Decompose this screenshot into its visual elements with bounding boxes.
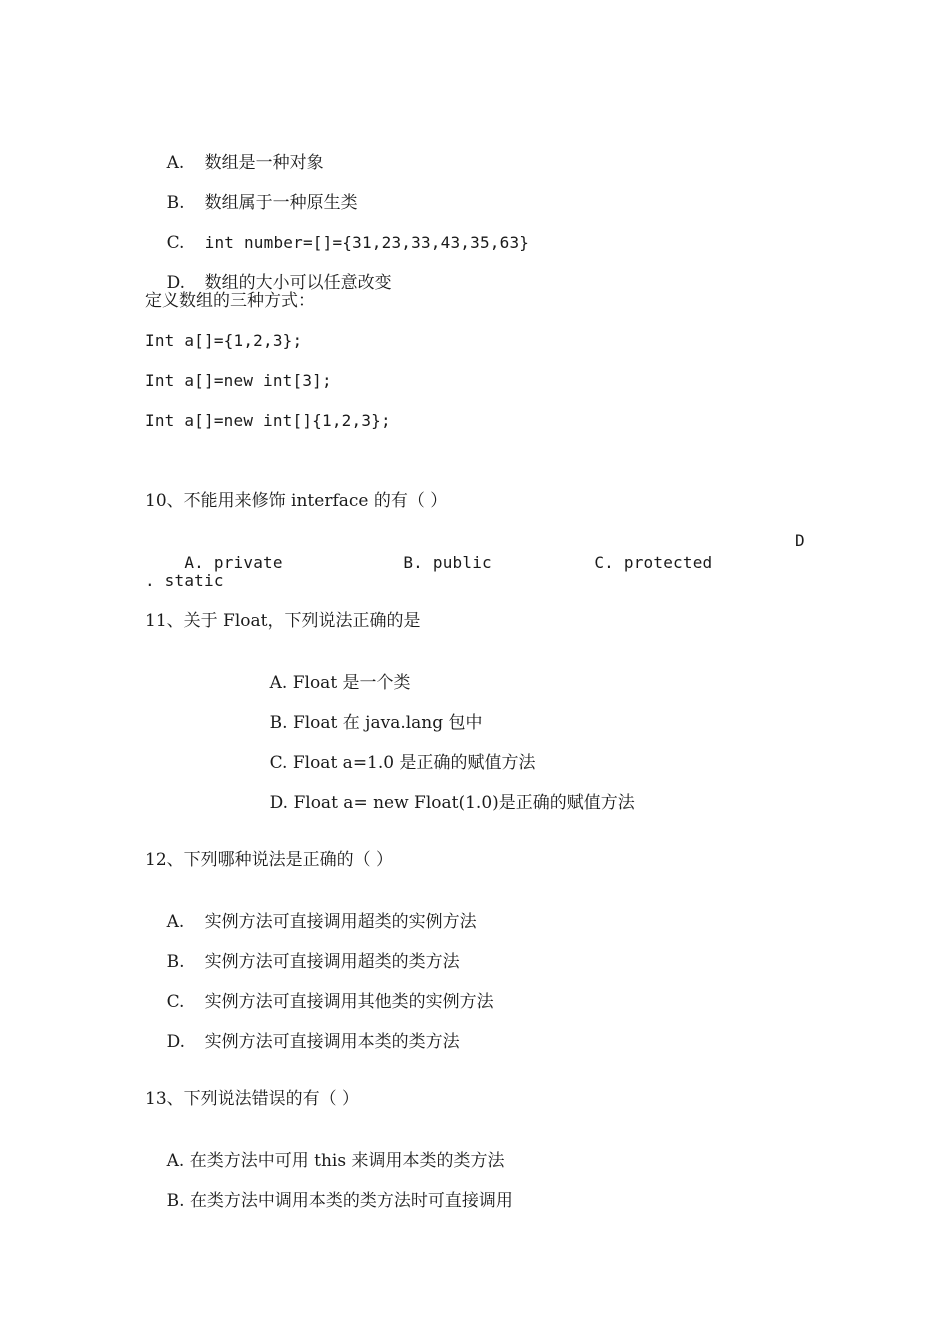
option-text: 数组是一种对象: [204, 153, 324, 173]
option-text: 实例方法可直接调用超类的实例方法: [204, 912, 477, 932]
option-text: Float a= new Float(1.0)是正确的赋值方法: [293, 793, 635, 813]
q9-option-a: [145, 130, 324, 173]
option-text: 实例方法可直接调用本类的类方法: [204, 1032, 460, 1052]
option-text: Float a=1.0 是正确的赋值方法: [292, 753, 536, 773]
option-text: Float 在 java.lang 包中: [292, 713, 483, 733]
q9-option-b: [145, 170, 358, 213]
option-label: D.: [166, 1032, 186, 1052]
option-text: 在类方法中调用本类的类方法时可直接调用: [189, 1191, 513, 1211]
option-label: A.: [166, 1151, 185, 1171]
option-text: private: [213, 553, 283, 572]
q10-option-b: [364, 530, 492, 572]
option-text: Float 是一个类: [292, 673, 411, 693]
q11-option-d: [248, 770, 635, 813]
array-note-title: 定义数组的三种方式：: [145, 291, 315, 311]
q12-option-d: [145, 1009, 460, 1052]
option-label: C.: [269, 753, 288, 773]
array-note-line-1: Int a[]={1,2,3};: [145, 331, 303, 350]
option-text: int number=[]={31,23,33,43,35,63}: [204, 233, 530, 252]
option-label: C.: [166, 233, 185, 253]
q11-option-c: [248, 730, 536, 773]
q12-option-c: [145, 969, 494, 1012]
q10-option-c: [555, 530, 713, 572]
option-text: 数组的大小可以任意改变: [204, 273, 392, 293]
q13-option-b: [145, 1168, 513, 1211]
q13-option-a: [145, 1128, 505, 1171]
option-label: A.: [166, 153, 185, 173]
option-label: B.: [269, 713, 288, 733]
option-label: B.: [166, 193, 185, 213]
option-label: B.: [166, 952, 185, 972]
q10-option-d-text: . static: [145, 571, 224, 590]
option-label: A.: [166, 912, 185, 932]
option-label: D.: [166, 273, 186, 293]
array-note-line-3: Int a[]=new int[]{1,2,3};: [145, 411, 391, 430]
option-label: D.: [269, 793, 289, 813]
option-label: B.: [403, 553, 424, 572]
q11-question: 11、关于 Float，下列说法正确的是: [145, 611, 421, 631]
q9-option-c: [145, 210, 530, 253]
array-note-line-2: Int a[]=new int[3];: [145, 371, 332, 390]
option-text: 数组属于一种原生类: [204, 193, 358, 213]
q12-option-b: [145, 929, 460, 972]
option-text: public: [432, 553, 492, 572]
q10-option-a: [145, 530, 283, 572]
option-label: A.: [269, 673, 288, 693]
option-text: 实例方法可直接调用超类的类方法: [204, 952, 460, 972]
option-text: 在类方法中可用 this 来调用本类的类方法: [189, 1151, 505, 1171]
q10-question: 10、不能用来修饰 interface 的有（ ）: [145, 491, 448, 511]
q9-option-d: [145, 250, 392, 293]
option-label: C.: [594, 553, 615, 572]
option-text: 实例方法可直接调用其他类的实例方法: [204, 992, 494, 1012]
q11-option-b: [248, 690, 483, 733]
option-label: C.: [166, 992, 185, 1012]
option-label: A.: [184, 553, 205, 572]
option-label: B.: [166, 1191, 185, 1211]
q11-option-a: [248, 650, 411, 693]
option-text: protected: [623, 553, 713, 572]
q13-question: 13、下列说法错误的有（ ）: [145, 1089, 360, 1109]
q10-option-d-label: D: [795, 531, 805, 550]
q12-question: 12、下列哪种说法是正确的（ ）: [145, 850, 394, 870]
q12-option-a: [145, 889, 477, 932]
